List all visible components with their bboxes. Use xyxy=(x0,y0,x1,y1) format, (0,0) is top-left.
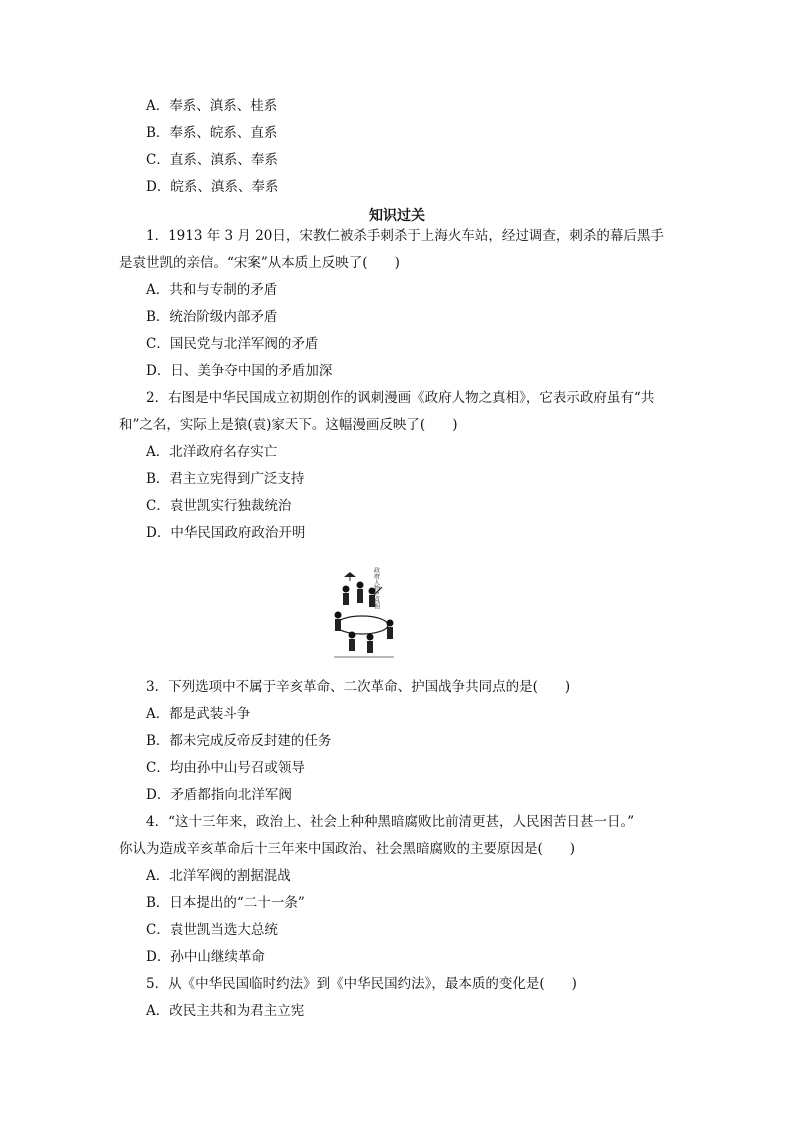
q3-option-d: D．矛盾都指向北洋军阀 xyxy=(146,787,292,803)
q2-option-c: C．袁世凯实行独裁统治 xyxy=(146,498,292,514)
q1-stem-line2: 是袁世凯的亲信。“宋案”从本质上反映了( ) xyxy=(119,255,400,271)
q4-option-a: A．北洋军阀的割据混战 xyxy=(146,868,291,884)
q4-option-d: D．孙中山继续革命 xyxy=(146,949,265,965)
q2-option-b: B．君主立宪得到广泛支持 xyxy=(146,471,305,487)
q1-option-d: D．日、美争夺中国的矛盾加深 xyxy=(146,363,333,379)
q3-option-a: A．都是武装斗争 xyxy=(146,706,251,722)
q4-stem-line2: 你认为造成辛亥革命后十三年来中国政治、社会黑暗腐败的主要原因是( ) xyxy=(119,841,576,857)
section-title: 知识过关 xyxy=(369,208,425,224)
q2-option-d: D．中华民国政府政治开明 xyxy=(146,525,306,541)
q2-stem-line1: 2．右图是中华民国成立初期创作的讽刺漫画《政府人物之真相》，它表示政府虽有“共 xyxy=(146,390,655,406)
q3-stem: 3．下列选项中不属于辛亥革命、二次革命、护国战争共同点的是( ) xyxy=(146,679,571,695)
q1-stem-line1: 1．1913 年 3 月 20日，宋教仁被杀手刺杀于上海火车站，经过调查，刺杀的幕后黑手 xyxy=(146,228,664,244)
q5-stem: 5．从《中华民国临时约法》到《中华民国约法》，最本质的变化是( ) xyxy=(146,976,577,992)
q4-stem-line1: 4．“这十三年来，政治上、社会上种种黑暗腐败比前清更甚，人民困苦日甚一日。” xyxy=(146,814,635,830)
satire-cartoon-image xyxy=(324,561,404,665)
prev-option-a: A．奉系、滇系、桂系 xyxy=(146,98,278,114)
prev-option-b: B．奉系、皖系、直系 xyxy=(146,125,278,141)
q1-option-c: C．国民党与北洋军阀的矛盾 xyxy=(146,336,319,352)
prev-option-d: D．皖系、滇系、奉系 xyxy=(146,179,279,195)
q3-option-c: C．均由孙中山号召或领导 xyxy=(146,760,305,776)
q2-stem-line2: 和”之名，实际上是猿(袁)家天下。这幅漫画反映了( ) xyxy=(119,417,458,433)
q4-option-c: C．袁世凯当选大总统 xyxy=(146,922,278,938)
q4-option-b: B．日本提出的“二十一条” xyxy=(146,895,305,911)
q1-option-b: B．统治阶级内部矛盾 xyxy=(146,309,278,325)
q2-option-a: A．北洋政府名存实亡 xyxy=(146,444,278,460)
prev-option-c: C．直系、滇系、奉系 xyxy=(146,152,278,168)
q3-option-b: B．都未完成反帝反封建的任务 xyxy=(146,733,332,749)
q1-option-a: A．共和与专制的矛盾 xyxy=(146,282,278,298)
cartoon-caption: 政府人物之真相 xyxy=(372,567,380,609)
q5-option-a: A．改民主共和为君主立宪 xyxy=(146,1003,305,1019)
